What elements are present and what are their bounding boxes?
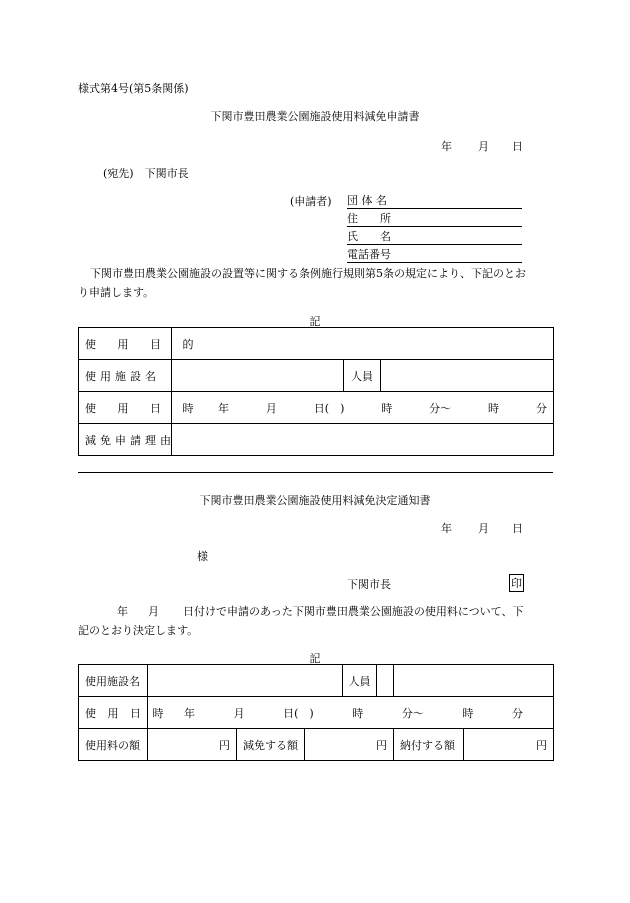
section-divider	[78, 472, 553, 473]
reason-input[interactable]	[172, 424, 554, 456]
addressee: (宛先) 下関市長	[103, 167, 189, 180]
sama-label: 様	[197, 550, 208, 563]
datetime-label: 使 用 日 時	[79, 392, 172, 424]
pay-yen: 円	[536, 738, 548, 752]
fee-input[interactable]	[148, 729, 237, 761]
exempt-label: 減免する額	[237, 729, 305, 761]
purpose-input[interactable]	[172, 328, 554, 360]
pay-input[interactable]	[464, 729, 554, 761]
exempt-yen: 円	[376, 738, 388, 752]
notice-ki: 記	[309, 652, 321, 665]
people-input[interactable]	[381, 360, 554, 392]
field-phone-label: 電話番号	[347, 248, 391, 261]
field-phone[interactable]	[347, 246, 522, 263]
datetime-input[interactable]	[172, 392, 554, 424]
n-dt-hour2: 時	[462, 706, 474, 720]
application-title: 下関市豊田農業公園施設使用料減免申請書	[210, 110, 420, 123]
people-label: 人員	[344, 360, 381, 392]
dt-hour1: 時	[381, 401, 393, 415]
n-dt-hour1: 時	[352, 706, 364, 720]
n-people-label: 人員	[342, 665, 377, 696]
fee-label: 使用料の額	[79, 729, 148, 761]
notice-date-day: 日	[512, 522, 523, 535]
application-table	[78, 327, 554, 456]
notice-table	[78, 664, 554, 761]
field-address[interactable]	[347, 210, 522, 227]
dt-hour2: 時	[488, 401, 500, 415]
app-ki: 記	[309, 315, 321, 328]
n-datetime-input[interactable]	[148, 697, 554, 729]
dt-day: 日( )	[313, 401, 345, 415]
field-organization[interactable]	[347, 192, 522, 209]
fee-yen: 円	[219, 738, 230, 752]
app-date-month: 月	[478, 140, 489, 153]
dt-min2: 分	[535, 401, 547, 415]
n-dt-day: 日( )	[283, 706, 314, 720]
seal-stamp: 印	[509, 574, 524, 592]
field-name[interactable]	[347, 228, 522, 245]
notice-date-month: 月	[478, 522, 489, 535]
notice-date-year: 年	[441, 522, 452, 535]
reason-label: 減免申請理由	[79, 424, 172, 456]
form-number: 様式第4号(第5条関係)	[78, 82, 189, 95]
issuer: 下関市長	[347, 578, 391, 591]
applicant-label: (申請者)	[290, 195, 332, 208]
purpose-label: 使 用 目 的	[79, 328, 172, 360]
dt-month: 月	[265, 401, 277, 415]
pay-label: 納付する額	[394, 729, 464, 761]
field-address-label: 住 所	[347, 212, 391, 225]
dt-min1: 分〜	[429, 401, 452, 415]
notice-body-line2: 記のとおり決定します。	[78, 624, 199, 637]
app-date-year: 年	[441, 140, 452, 153]
n-datetime-label: 使 用 日 時	[79, 697, 148, 729]
n-dt-min1: 分〜	[401, 706, 424, 720]
field-organization-label: 団 体 名	[347, 194, 387, 207]
field-name-label: 氏 名	[347, 230, 391, 243]
app-body-line1: 下関市豊田農業公園施設の設置等に関する条例施行規則第5条の規定により、下記のとお	[90, 267, 526, 280]
notice-title: 下関市豊田農業公園施設使用料減免決定通知書	[199, 494, 431, 507]
n-dt-min2: 分	[511, 706, 523, 720]
notice-body-line1: 日付けで申請のあった下関市豊田農業公園施設の使用料について、下	[183, 605, 524, 618]
notice-body-month: 月	[148, 605, 159, 618]
n-people-input[interactable]	[394, 665, 554, 697]
facility-label: 使用施設名	[79, 360, 172, 392]
exempt-input[interactable]	[305, 729, 394, 761]
facility-input[interactable]	[172, 360, 344, 392]
n-dt-month: 月	[233, 706, 245, 720]
app-date-day: 日	[512, 140, 523, 153]
dt-year: 年	[218, 401, 229, 415]
n-facility-input[interactable]	[148, 665, 394, 697]
n-facility-label: 使用施設名	[79, 665, 148, 697]
n-dt-year: 年	[184, 706, 195, 720]
notice-body-year: 年	[117, 605, 128, 618]
app-body-line2: り申請します。	[78, 286, 155, 299]
